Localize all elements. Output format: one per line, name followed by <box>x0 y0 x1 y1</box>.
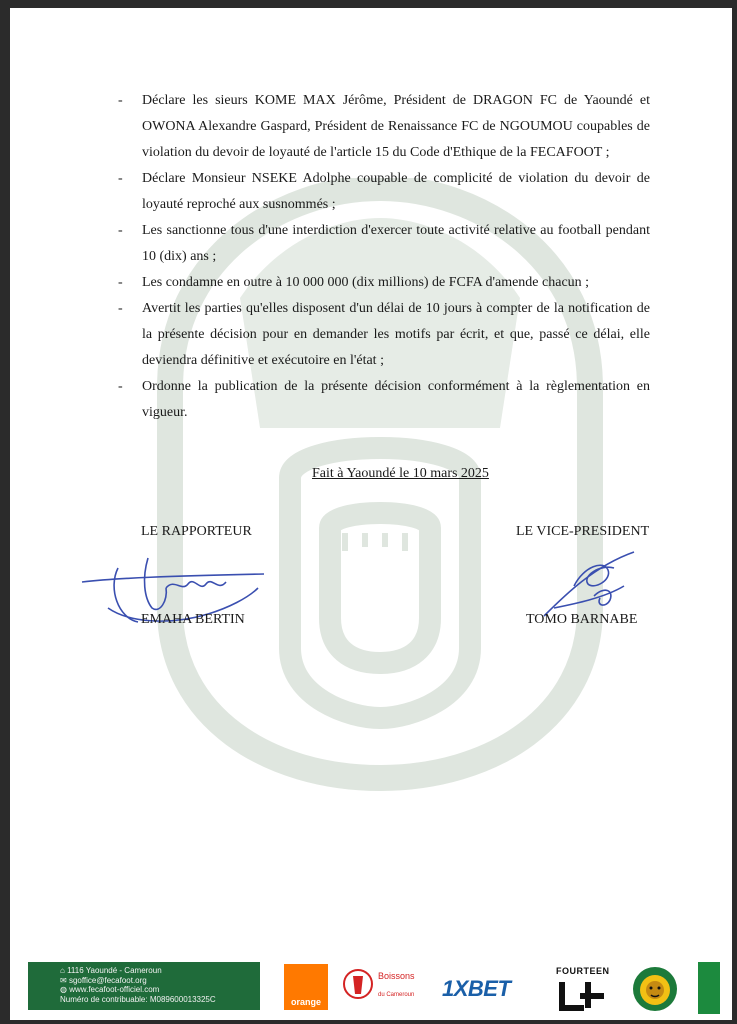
signed-place-date: Fait à Yaoundé le 10 mars 2025 <box>312 466 489 481</box>
website-text: ◍ www.fecafoot-officiel.com <box>60 985 160 994</box>
home-icon: ⌂ <box>60 966 68 975</box>
boissons-du-cameroun-logo <box>342 966 432 1010</box>
fourteen-text: FOURTEEN <box>556 966 610 976</box>
email-text: ✉ sgoffice@fecafoot.org <box>60 975 147 985</box>
taxpayer-text: Numéro de contribuable: M089600013325C <box>60 994 216 1004</box>
decision-item-3: - Les sanctionne tous d'une interdiction d'exercer toute activité relative au football pendant 10 (dix) ans ; <box>118 218 650 270</box>
decision-item-6: - Ordonne la publication de la présente décision conformément à la règlementation en vigueur. <box>118 374 650 426</box>
fourteen-logo <box>554 966 620 1012</box>
address-text: ⌂ 1116 Yaoundé - Cameroun <box>60 966 162 975</box>
boissons-name: Boissons <box>378 971 415 981</box>
fourteen-emblem-icon <box>558 978 610 1012</box>
decision-item-5: - Avertit les parties qu'elles disposent d'un délai de 10 jours à compter de la notification de la présente décision pour en demander les motifs par écrit, et que, passé ce délai, elle deviendra définitive et exécutoire en l'état ; <box>118 296 650 374</box>
contact-box <box>28 962 260 1010</box>
document-page <box>10 8 732 1020</box>
decision-list <box>118 88 650 426</box>
decision-item-4: - Les condamne en outre à 10 000 000 (dix millions) de FCFA d'amende chacun ; <box>118 270 650 296</box>
1xbet-logo: 1XBET <box>442 976 511 1001</box>
rapporteur-name: EMAHA BERTIN <box>141 612 245 627</box>
green-flag-strip <box>698 962 720 1014</box>
orange-logo: orange <box>284 964 328 1010</box>
boissons-emblem-icon <box>342 966 374 1002</box>
decision-item-2: - Déclare Monsieur NSEKE Adolphe coupable de complicité de violation du devoir de loyauté reproché aux susnommés ; <box>118 166 650 218</box>
vice-president-title: LE VICE-PRESIDENT <box>516 524 650 539</box>
footer <box>10 956 732 1020</box>
fecafoot-lion-logo-icon <box>632 966 678 1012</box>
vice-president-name: TOMO BARNABE <box>526 612 638 627</box>
decision-item-1: - Déclare les sieurs KOME MAX Jérôme, Président de DRAGON FC de Yaoundé et OWONA Alexandre Gaspard, Président de Renaissance FC de NGOUMOU coupables de violation du devoir de loyauté de l'article 15 du Code d'Ethique de la FECAFOOT ; <box>118 88 650 166</box>
globe-icon: ◍ <box>60 985 70 994</box>
email-icon: ✉ <box>60 975 69 985</box>
rapporteur-title: LE RAPPORTEUR <box>141 524 252 539</box>
boissons-subtitle: du Cameroun <box>378 992 415 998</box>
